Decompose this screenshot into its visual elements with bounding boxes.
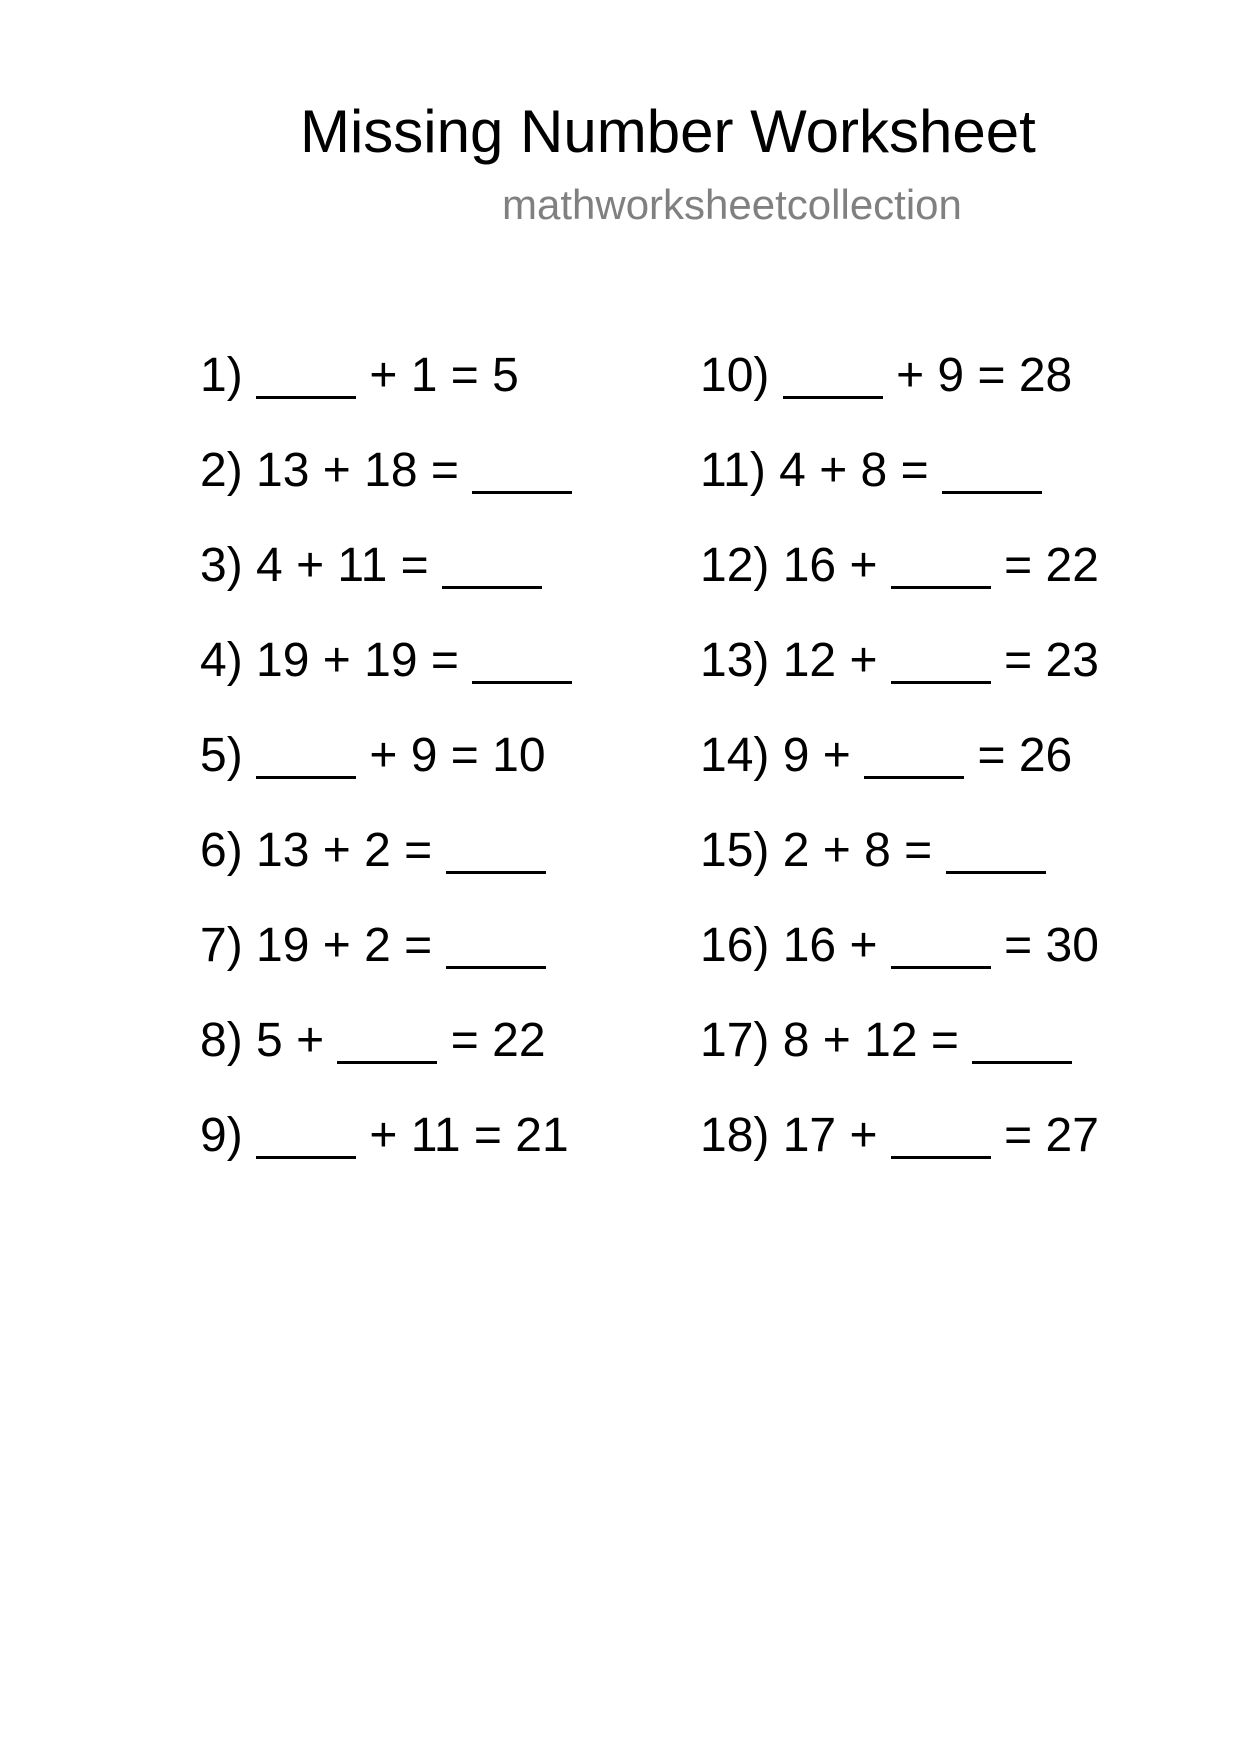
problem-expression-right: = 30 [1004, 919, 1099, 972]
problem-expression-right: = 23 [1004, 634, 1099, 687]
problem-expression: 4 + 8 = [779, 444, 929, 497]
problem-14 [700, 728, 1099, 823]
problem-18 [700, 1108, 1099, 1203]
problem-11 [700, 443, 1099, 538]
answer-blank[interactable] [891, 1112, 991, 1159]
problem-15 [700, 823, 1099, 918]
problem-expression: + 1 = 5 [369, 349, 519, 402]
problem-expression-left: 9 + [782, 729, 851, 782]
problem-number: 11) [700, 444, 766, 497]
problem-expression: 13 + 18 = [256, 444, 459, 497]
answer-blank[interactable] [891, 542, 991, 589]
problem-1 [200, 348, 572, 443]
problem-number: 17) [700, 1014, 770, 1067]
problem-10 [700, 348, 1099, 443]
problem-expression: 19 + 19 = [256, 634, 459, 687]
problem-5 [200, 728, 572, 823]
worksheet-subtitle: mathworksheetcollection [502, 181, 962, 228]
problem-number: 4) [200, 634, 243, 687]
problem-expression: + 9 = 10 [369, 729, 546, 782]
problem-expression: 19 + 2 = [256, 919, 433, 972]
answer-blank[interactable] [946, 827, 1046, 874]
problem-number: 13) [700, 634, 770, 687]
answer-blank[interactable] [446, 827, 546, 874]
answer-blank[interactable] [864, 732, 964, 779]
problem-13 [700, 633, 1099, 728]
answer-blank[interactable] [256, 1112, 356, 1159]
problem-number: 5) [200, 729, 243, 782]
problem-expression-right: = 26 [977, 729, 1073, 782]
problems-left-column [200, 348, 572, 1203]
problem-number: 8) [200, 1014, 243, 1067]
problem-17 [700, 1013, 1099, 1108]
answer-blank[interactable] [972, 1017, 1072, 1064]
problem-6 [200, 823, 572, 918]
answer-blank[interactable] [472, 447, 572, 494]
problem-3 [200, 538, 572, 633]
answer-blank[interactable] [783, 352, 883, 399]
problem-number: 7) [200, 919, 243, 972]
problem-number: 15) [700, 824, 770, 877]
problem-expression-left: 12 + [782, 634, 878, 687]
problem-number: 18) [700, 1109, 770, 1162]
answer-blank[interactable] [446, 922, 546, 969]
problem-number: 10) [700, 349, 770, 402]
problem-expression-right: = 22 [1004, 539, 1099, 592]
problems-right-column [700, 348, 1099, 1203]
problem-expression-left: 16 + [782, 919, 878, 972]
problem-8 [200, 1013, 572, 1108]
answer-blank[interactable] [942, 447, 1042, 494]
problem-4 [200, 633, 572, 728]
problem-expression: 4 + 11 = [256, 539, 429, 592]
problem-9 [200, 1108, 572, 1203]
answer-blank[interactable] [442, 542, 542, 589]
problem-expression-right: = 27 [1004, 1109, 1099, 1162]
problem-number: 1) [200, 349, 243, 402]
answer-blank[interactable] [472, 637, 572, 684]
problem-expression: 13 + 2 = [256, 824, 433, 877]
problem-number: 9) [200, 1109, 243, 1162]
problem-expression-left: 16 + [782, 539, 878, 592]
problem-expression-right: = 22 [450, 1014, 546, 1067]
problem-number: 12) [700, 539, 770, 592]
problem-12 [700, 538, 1099, 633]
problem-expression-left: 17 + [782, 1109, 878, 1162]
problem-expression-left: 5 + [256, 1014, 325, 1067]
problem-16 [700, 918, 1099, 1013]
answer-blank[interactable] [891, 922, 991, 969]
answer-blank[interactable] [891, 637, 991, 684]
problem-expression: 2 + 8 = [782, 824, 933, 877]
problem-number: 14) [700, 729, 770, 782]
problem-expression: + 9 = 28 [896, 349, 1073, 402]
answer-blank[interactable] [337, 1017, 437, 1064]
problem-7 [200, 918, 572, 1013]
problem-expression: 8 + 12 = [782, 1014, 959, 1067]
answer-blank[interactable] [256, 732, 356, 779]
problem-number: 2) [200, 444, 243, 497]
problem-number: 6) [200, 824, 243, 877]
worksheet-title: Missing Number Worksheet [300, 98, 1036, 165]
problem-expression: + 11 = 21 [369, 1109, 569, 1162]
problem-2 [200, 443, 572, 538]
answer-blank[interactable] [256, 352, 356, 399]
problem-number: 16) [700, 919, 770, 972]
problem-number: 3) [200, 539, 243, 592]
